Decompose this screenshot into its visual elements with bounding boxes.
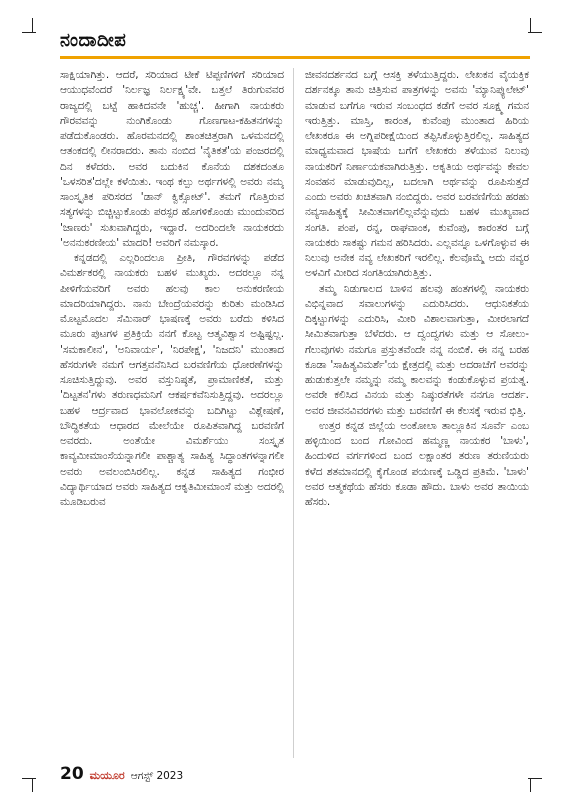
right-column [305,68,529,758]
page-footer [60,764,183,786]
crop-mark-bottom-left-v [32,778,33,792]
column-divider [293,68,294,758]
crop-mark-bottom-right-v [530,778,531,792]
right-paragraph-1: ಜೀವನದರ್ಶನದ ಬಗ್ಗೆ ಆಸಕ್ತಿ ತಳೆಯುತ್ತಿದ್ದರು. ಲೇಖಕನ ವೈಯಕ್ತಿಕ ದರ್ಶನಕ್ಕೂ ತಾನು ಚಿತ್ರಿಸುವ ಪಾತ್ರಗಳನ್ನು ಅವನು 'ಮ್ಯಾನಿಪ್ಯುಲೇಟ್' ಮಾಡುವ ಬಗೆಗೂ ಇರುವ ಸಂಬಂಧದ ಕಡೆಗೆ ಅವರ ಸೂಕ್ಷ್ಮ ಗಮನ ಇರುತ್ತಿತ್ತು. ಮಾಸ್ತಿ, ಕಾರಂತ, ಕುವೆಂಪು ಮುಂತಾದ ಹಿರಿಯ ಲೇಖಕರೂ ಈ ಅಗ್ನಿಪರೀಕ್ಷೆಯಿಂದ ತಪ್ಪಿಸಿಕೊಳ್ಳುತ್ತಿರಲಿಲ್ಲ. ಸಾಹಿತ್ಯದ ಮಾಧ್ಯಮವಾದ ಭಾಷೆಯ ಬಗೆಗೆ ಲೇಖಕರು ತಳೆಯುವ ನಿಲುವು ನಾಯಕರಿಗೆ ನಿರ್ಣಾಯಕವಾಗಿರುತ್ತಿತ್ತು. ಅಕೃತಿಯ ಅರ್ಥವನ್ನು ಕೇವಲ ಸಂವಹನ ಮಾಡುವುದಿಲ್ಲ, ಬದಲಾಗಿ ಅರ್ಥವನ್ನು ರೂಪಿಸುತ್ತದೆ ಎಂದು ಅವರು ಖಚಿತವಾಗಿ ನಂಬಿದ್ದರು. ಅವರ ಬರವಣಿಗೆಯ ಹರಹು ನವ್ಯಸಾಹಿತ್ಯಕ್ಕೆ ಸೀಮಿತವಾಗಲಿಲ್ಲವೆನ್ನುವುದು ಬಹಳ ಮುಖ್ಯವಾದ ಸಂಗತಿ. ಪಂಪ, ರನ್ನ, ರಾಘವಾಂಕ, ಕುವೆಂಪು, ಕಾರಂತರ ಬಗ್ಗೆ ನಾಯಕರು ಸಾಕಷ್ಟು ಗಮನ ಹರಿಸಿದರು. ಎಲ್ಲವನ್ನೂ ಒಳಗೊಳ್ಳುವ ಈ ನಿಲುವು ಅನೇಕ ನವ್ಯ ಲೇಖಕರಿಗೆ ಇರಲಿಲ್ಲ. ಕೆಲವೊಮ್ಮೆ ಅದು ನವ್ಯರ ಅಳವಿಗೆ ಮೀರಿದ ಸಂಗತಿಯಾಗಿರುತ್ತಿತ್ತು. [305,69,529,280]
crop-mark-top-left-h [22,32,36,33]
right-paragraph-2: ತಮ್ಮ ನಿಡುಗಾಲದ ಬಾಳಿನ ಹಲವು ಹಂತಗಳಲ್ಲಿ ನಾಯಕರು ವಿಭಿನ್ನವಾದ ಸವಾಲುಗಳನ್ನು ಎದುರಿಸಿದರು. ಆಧುನಿಕತೆಯ ದಿಕ್ಕಟ್ಟುಗಳನ್ನು ಎದುರಿಸಿ, ಮೀರಿ ವಿಶಾಲವಾಗುತ್ತಾ, ಮೀರಲಾಗದೆ ಸೀಮಿತವಾಗುತ್ತಾ ಬೆಳೆದರು. ಆ ದ್ವಂದ್ವಗಳು ಮತ್ತು ಆ ಸೋಲು-ಗೆಲುವುಗಳು ನಮಗೂ ಪ್ರಸ್ತುತವೆಂದೇ ನನ್ನ ನಂಬಿಕೆ. ಈ ನನ್ನ ಬರಹ ಕೂಡಾ 'ಸಾಹಿತ್ಯವಿಮರ್ಶೆ'ಯ ಕ್ಷೇತ್ರದಲ್ಲಿ ಮತ್ತು ಅದರಾಚೆಗೆ ಅವರನ್ನು ಹುಡುಕುತ್ತಲೇ ನಮ್ಮನ್ನು ನಮ್ಮ ಕಾಲವನ್ನು ಕಂಡುಕೊಳ್ಳುವ ಪ್ರಯತ್ನ. ಅವರೇ ಕಲಿಸಿದ ವಿನಯ ಮತ್ತು ನಿಷ್ಠುರತೆಗಳೇ ನನಗೂ ಆದರ್ಶ. ಅವರ ಜೀವನವಿವರಗಳು ಮತ್ತು ಬರವಣಿಗೆ ಈ ಕೆಲಸಕ್ಕೆ ಇರುವ ಭಿತ್ತಿ. [305,282,529,417]
left-paragraph-1: ಸಾಕ್ಷಿಯಾಗಿತ್ತು. ಆದರೆ, ಸರಿಯಾದ ಟೀಕೆ ಟಿಪ್ಪಣಿಗಳಿಗೆ ಸರಿಯಾದ ಆಯುಧವೆಂದರೆ 'ನಿರ್ಲಜ್ಞ ನಿರ್ಲಕ್ಷ್ಯ'ವೇ. ಬತ್ತಲೆ ತಿರುಗುವವರ ರಾಜ್ಯದಲ್ಲಿ ಬಟ್ಟೆ ಹಾಕಿದವನೇ 'ಹುಚ್ಚ'. ಹೀಗಾಗಿ ನಾಯಕರು ಗೌರವವನ್ನು ನುಂಗಿಕೊಂಡು ಗೊಣಗಾಟ-ಕಹಿತನಗಳನ್ನು ಪಡೆದುಕೊಂಡರು. ಹೊರಮನದಲ್ಲಿ ಶಾಂತಚಿತ್ತರಾಗಿ ಒಳಮನದಲ್ಲಿ ಆತಂಕದಲ್ಲಿ ಲೀನರಾದರು. ತಾನು ನಂಬಿದ 'ನೈತಿಕತೆ'ಯ ಪಂಜರದಲ್ಲಿ ದಿನ ಕಳೆದರು. ಅವರ ಬದುಕಿನ ಕೊನೆಯ ದಶಕದಂತೂ 'ಒಳಸರಿತ'ದಲ್ಲೇ ಕಳೆಯಿತು. ಇಂಥ ಕಲ್ಪು ಅರ್ಥಗಳಲ್ಲಿ ಅವರು ನಮ್ಮ ಸಾಂಸ್ಕೃತಿಕ ಪರಿಸರದ 'ಡಾನ್ ಕ್ವಿಕ್ಸೋಟ್'. ತಮಗೆ ಗೊತ್ತಿರುವ ಸತ್ಯಗಳನ್ನು ಬಿಚ್ಚಿಟ್ಟುಕೊಂಡು ಪರಸ್ಪರ ಹೊಗಳಿಕೊಂಡು ಮುಂದುವರಿದ 'ಜಾಣರು' ಸುಖವಾಗಿದ್ದರು, ಇದ್ದಾರೆ. ಅದರಿಂದಲೇ ನಾಯಕರದು 'ಅನನುಕರಣೀಯ' ಮಾದರಿ! ಅವರಿಗೆ ನಮಸ್ಕಾರ. [60,69,284,249]
crop-mark-top-left-v [32,18,33,32]
crop-mark-bottom-left-h [22,778,36,779]
page-number: 20 [60,764,84,784]
left-column [60,68,284,758]
right-paragraph-3: ಉತ್ತರ ಕನ್ನಡ ಜಿಲ್ಲೆಯ ಅಂಕೋಲಾ ತಾಲ್ಲೂಕಿನ ಸೂರ್ವೆ ಎಂಬ ಹಳ್ಳಿಯಿಂದ ಬಂದ ಗೋವಿಂದ ಹಮ್ಮಣ್ಣ ನಾಯಕರ 'ಬಾಳು', ಹಿಂದುಳಿದ ವರ್ಗಗಳಿಂದ ಬಂದ ಲಕ್ಷಾಂತರ ತರುಣ ತರುಣಿಯರು ಕಳೆದ ಶತಮಾನದಲ್ಲಿ ಕೈಗೊಂಡ ಪಯಣಕ್ಕೆ ಒಡ್ಡಿದ ಪ್ರತಿಮೆ. 'ಬಾಳು' ಅವರ ಆತ್ಮಕಥೆಯ ಹೆಸರು ಕೂಡಾ ಹೌದು. ಬಾಳು ಅವರ ತಾಯಿಯ ಹೆಸರು. [305,419,529,508]
issue-date: ಆಗಸ್ಟ್ 2023 [130,770,184,782]
crop-mark-top-right-h [528,32,542,33]
left-paragraph-2: ಕನ್ನಡದಲ್ಲಿ ಎಲ್ಲರಿಂದಲೂ ಪ್ರೀತಿ, ಗೌರವಗಳನ್ನು ಪಡೆದ ವಿಮರ್ಶಕರಲ್ಲಿ ನಾಯಕರು ಬಹಳ ಮುಖ್ಯರು. ಅದರಲ್ಲೂ ನನ್ನ ಪೀಳಿಗೆಯವರಿಗೆ ಅವರು ಹಲವು ಕಾಲ ಅನುಕರಣೀಯ ಮಾದರಿಯಾಗಿದ್ದರು. ನಾನು ಬೇಂದ್ರೆಯವರನ್ನು ಕುರಿತು ಮಂಡಿಸಿದ ಮೊಟ್ಟಮೊದಲ ಸೆಮಿನಾರ್ ಭಾಷಣಕ್ಕೆ ಅವರು ಬರೆದು ಕಳಿಸಿದ ಮೂರು ಪುಟಗಳ ಪ್ರತಿಕ್ರಿಯೆ ನನಗೆ ಕೊಟ್ಟ ಆತ್ಮವಿಶ್ವಾಸ ಅಷ್ಟಿಷ್ಟಲ್ಲ. 'ಸಮಕಾಲೀನ', 'ಅನಿವಾರ್ಯ', 'ನಿರಪೇಕ್ಷ', 'ನಿಜದನಿ' ಮುಂತಾದ ಹೆಸರುಗಳೇ ನಮಗೆ ಆಗತ್ತವನೆನಿಸಿದ ಬರವಣಿಗೆಯ ಧೋರಣೆಗಳನ್ನು ಸೂಚಿಸುತ್ತಿದ್ದುವು. ಅವರ ವಸ್ತುನಿಷ್ಠತೆ, ಪ್ರಾಮಾಣಿಕತೆ, ಮತ್ತು 'ದಿಟ್ಟತನ'ಗಳು ತರುಣಧಮನಿಗೆ ಆಕರ್ಷಕವೆನಿಸುತ್ತಿದ್ದವು. ಅದರಲ್ಲೂ ಬಹಳ ಆರ್ದ್ರವಾದ ಭಾವಲೋಕವನ್ನು ಬದಿಗಿಟ್ಟು ವಿಶ್ಲೇಷಣೆ, ಬೌದ್ಧಿಕತೆಯ ಆಧಾರದ ಮೇಲೆಯೇ ರೂಪಿತವಾಗಿದ್ದ ಬರವಣಿಗೆ ಅವರದು. ಅಂತೆಯೇ ವಿಮರ್ಶೆಯು ಸಂಸ್ಕೃತ ಕಾವ್ಯಮೀಮಾಂಸೆಯನ್ನಾಗಲೀ ಪಾಶ್ಚಾತ್ಯ ಸಾಹಿತ್ಯ ಸಿದ್ಧಾಂತಗಳನ್ನಾಗಲೀ ಅವರು ಅವಲಂಬಿಸಿರಲಿಲ್ಲ. ಕನ್ನಡ ಸಾಹಿತ್ಯದ ಗಂಭೀರ ವಿದ್ಯಾರ್ಥಿಯಾದ ಅವರು ಸಾಹಿತ್ಯದ ಆಕೃತಿಮೀಮಾಂಸೆ ಮತ್ತು ಅದರಲ್ಲಿ ಮೂಡಿಬರುವ [60,252,284,508]
magazine-logo: ಮಯೂರ [89,769,125,782]
header-rule [60,56,530,59]
crop-mark-top-right-v [530,18,531,32]
column-header [60,30,530,60]
column-title: ನಂದಾದೀಪ [60,30,127,51]
